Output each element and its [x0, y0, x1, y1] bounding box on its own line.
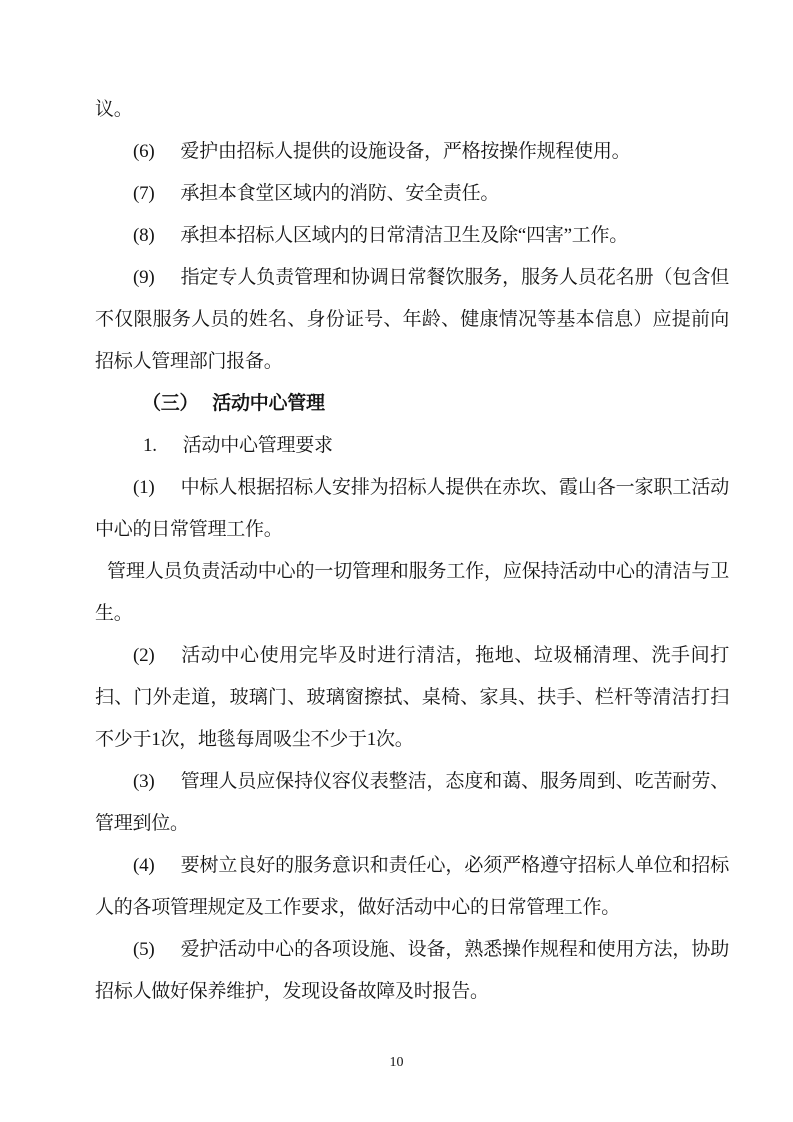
paragraph-number: (8) — [133, 225, 155, 246]
paragraph — [95, 929, 729, 1013]
paragraph — [95, 551, 729, 635]
section-heading — [95, 383, 729, 425]
paragraph-text: 管理人员负责活动中心的一切管理和服务工作，应保持活动中心的清洁与卫生。 — [95, 561, 729, 624]
paragraph-number: (1) — [133, 477, 155, 498]
paragraph — [95, 89, 729, 131]
paragraph-number: (5) — [133, 939, 155, 960]
paragraph-number: （三） — [142, 393, 199, 414]
paragraph-number: (2) — [133, 645, 155, 666]
paragraph — [95, 215, 729, 257]
paragraph-number: (3) — [133, 771, 155, 792]
paragraph-number: (9) — [133, 267, 155, 288]
paragraph-text: 活动中心管理 — [212, 393, 325, 414]
paragraph-text: 爱护活动中心的各项设施、设备，熟悉操作规程和使用方法，协助招标人做好保养维护，发现设备故障及时报告。 — [95, 939, 729, 1002]
paragraph — [95, 761, 729, 845]
paragraph-text: 管理人员应保持仪容仪表整洁，态度和蔼、服务周到、吃苦耐劳、管理到位。 — [95, 771, 729, 834]
paragraph — [95, 467, 729, 551]
paragraph-text: 活动中心使用完毕及时进行清洁，拖地、垃圾桶清理、洗手间打扫、门外走道，玻璃门、玻璃窗擦拭、桌椅、家具、扶手、栏杆等清洁打扫不少于1次，地毯每周吸尘不少于1次。 — [95, 645, 729, 750]
paragraph — [95, 425, 729, 467]
paragraph — [95, 131, 729, 173]
paragraph-text: 中标人根据招标人安排为招标人提供在赤坎、霞山各一家职工活动中心的日常管理工作。 — [95, 477, 729, 540]
paragraph — [95, 173, 729, 215]
paragraph-text: 要树立良好的服务意识和责任心，必须严格遵守招标人单位和招标人的各项管理规定及工作要求，做好活动中心的日常管理工作。 — [95, 855, 729, 918]
document-body — [95, 89, 729, 1013]
paragraph — [95, 257, 729, 383]
paragraph-number: (7) — [133, 183, 155, 204]
paragraph-text: 活动中心管理要求 — [182, 435, 333, 456]
paragraph-number: 1. — [143, 435, 157, 456]
paragraph-text: 议。 — [95, 99, 133, 120]
page-number: 10 — [389, 1055, 404, 1070]
paragraph-text: 承担本招标人区域内的日常清洁卫生及除“四害”工作。 — [180, 225, 629, 246]
paragraph — [95, 635, 729, 761]
paragraph-number: (6) — [133, 141, 155, 162]
paragraph-text: 爱护由招标人提供的设施设备，严格按操作规程使用。 — [180, 141, 631, 162]
paragraph-text: 指定专人负责管理和协调日常餐饮服务，服务人员花名册（包含但不仅限服务人员的姓名、身份证号、年龄、健康情况等基本信息）应提前向招标人管理部门报备。 — [95, 267, 729, 372]
paragraph — [95, 845, 729, 929]
paragraph-text: 承担本食堂区域内的消防、安全责任。 — [180, 183, 500, 204]
paragraph-number: (4) — [133, 855, 155, 876]
